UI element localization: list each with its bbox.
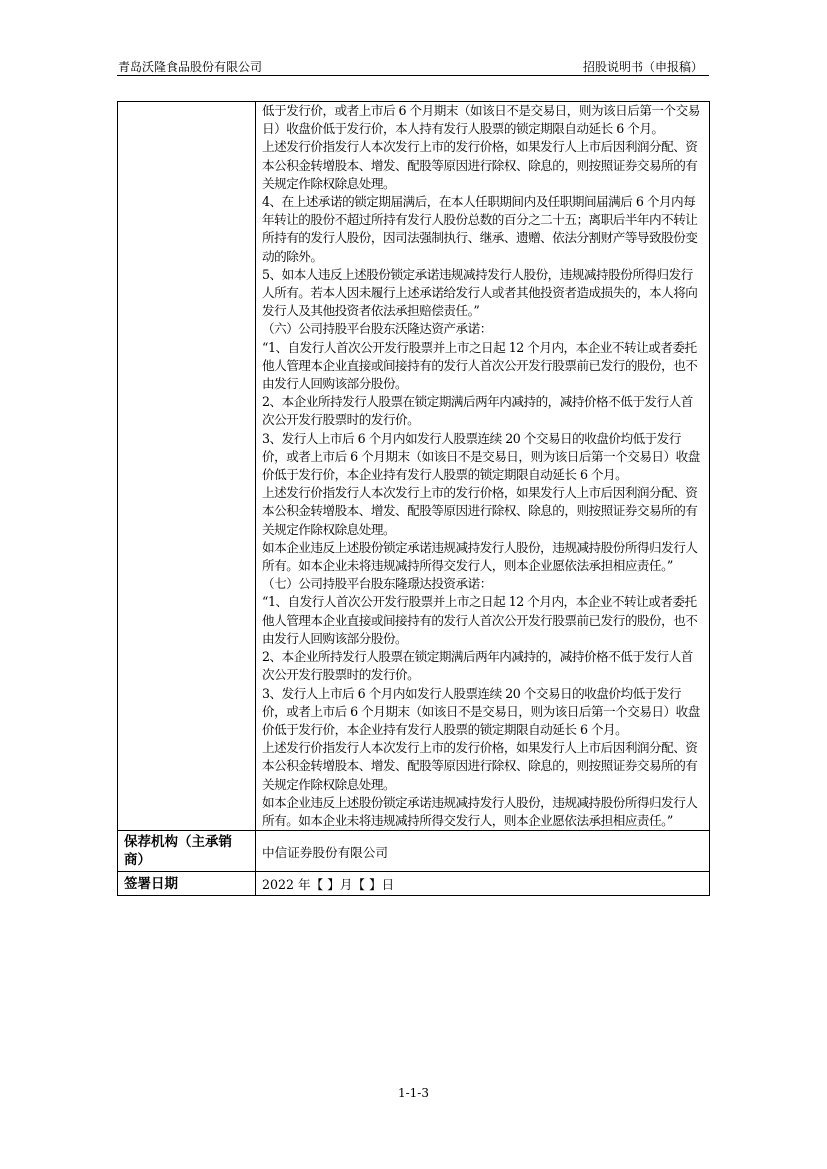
sponsor-value: 中信证券股份有限公司 [256, 831, 710, 872]
date-value: 2022 年【 】月【 】日 [256, 872, 710, 896]
commitment-text-cell [256, 102, 710, 831]
paragraph: “1、自发行人首次公开发行股票并上市之日起 12 个月内，本企业不转让或者委托他人管理本企业直接或间接持有的发行人首次公开发行股票前已发行的股份，也不由发行人回购该部分股份。 [262, 339, 698, 392]
paragraph: 上述发行价指发行人本次发行上市的发行价格，如果发行人上市后因利润分配、资本公积金转增股本、增发、配股等原因进行除权、除息的，则按照证券交易所的有关规定作除权除息处理。 [262, 485, 698, 537]
paragraph: 上述发行价指发行人本次发行上市的发行价格，如果发行人上市后因利润分配、资本公积金转增股本、增发、配股等原因进行除权、除息的，则按照证券交易所的有关规定作除权除息处理。 [262, 139, 698, 191]
paragraph: 如本企业违反上述股份锁定承诺违规减持发行人股份，违规减持股份所得归发行人所有。如本企业未将违规减持所得交发行人，则本企业愿依法承担相应责任。” [262, 794, 698, 828]
date-row [118, 872, 710, 896]
paragraph: 上述发行价指发行人本次发行上市的发行价格，如果发行人上市后因利润分配、资本公积金转增股本、增发、配股等原因进行除权、除息的，则按照证券交易所的有关规定作除权除息处理。 [262, 740, 698, 792]
header-company: 青岛沃隆食品股份有限公司 [118, 60, 263, 74]
paragraph: 低于发行价，或者上市后 6 个月期末（如该日不是交易日，则为该日后第一个交易日）收盘价低于发行价，本人持有发行人股票的锁定期限自动延长 6 个月。 [262, 103, 700, 137]
paragraph: 2、本企业所持发行人股票在锁定期满后两年内减持的，减持价格不低于发行人首次公开发行股票时的发行价。 [262, 649, 693, 683]
sponsor-label: 保荐机构（主承销商） [118, 831, 256, 872]
paragraph: 4、在上述承诺的锁定期届满后，在本人任职期间内及任职期间届满后 6 个月内每年转让的股份不超过所持有发行人股份总数的百分之二十五；离职后半年内不转让所持有的发行人股份，因司法强制执行、继承、遗赠、依法分割财产等导致股份变动的除外。 [262, 194, 698, 264]
paragraph: 2、本企业所持发行人股票在锁定期满后两年内减持的，减持价格不低于发行人首次公开发行股票时的发行价。 [262, 394, 693, 428]
section-heading: （七）公司持股平台股东隆璟达投资承诺： [262, 576, 492, 592]
section-heading: （六）公司持股平台股东沃隆达资产承诺： [262, 321, 492, 337]
paragraph: 5、如本人违反上述股份锁定承诺违规减持发行人股份，违规减持股份所得归发行人所有。若本人因未履行上述承诺给发行人或者其他投资者造成损失的，本人将向发行人及其他投资者依法承担赔偿责任。” [262, 266, 698, 319]
header-document-title: 招股说明书（申报稿） [582, 60, 703, 74]
commitment-row [118, 102, 710, 831]
paragraph: 3、发行人上市后 6 个月内如发行人股票连续 20 个交易日的收盘价均低于发行价，或者上市后 6 个月期末（如该日不是交易日，则为该日后第一个交易日）收盘价低于发行价，本企业持有发行人股票的锁定期限自动延长 6 个月。 [262, 685, 700, 737]
date-label: 签署日期 [118, 872, 256, 896]
paragraph: 如本企业违反上述股份锁定承诺违规减持发行人股份，违规减持股份所得归发行人所有。如本企业未将违规减持所得交发行人，则本企业愿依法承担相应责任。” [262, 539, 698, 574]
paragraph: “1、自发行人首次公开发行股票并上市之日起 12 个月内，本企业不转让或者委托他人管理本企业直接或间接持有的发行人首次公开发行股票前已发行的股份，也不由发行人回购该部分股份。 [262, 594, 698, 646]
empty-label-cell [118, 102, 256, 831]
sponsor-row [118, 831, 710, 872]
prospectus-table [117, 101, 710, 896]
page-number: 1-1-3 [397, 1086, 429, 1100]
header-divider [117, 75, 709, 76]
paragraph: 3、发行人上市后 6 个月内如发行人股票连续 20 个交易日的收盘价均低于发行价，或者上市后 6 个月期末（如该日不是交易日，则为该日后第一个交易日）收盘价低于发行价，本企业持有发行人股票的锁定期限自动延长 6 个月。 [262, 430, 700, 483]
